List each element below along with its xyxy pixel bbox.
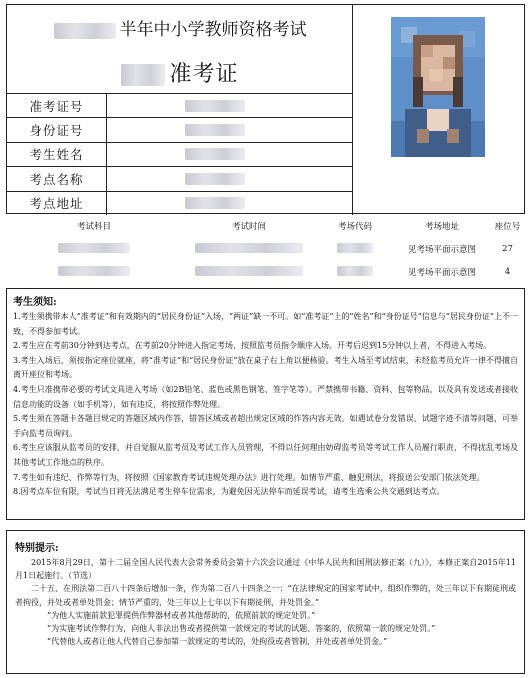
- column-header-subject: 考试科目: [76, 222, 111, 232]
- exam-title: [7, 15, 353, 40]
- header-box: [6, 4, 525, 214]
- candidate-photo: [391, 17, 485, 157]
- special-paragraph: “代替他人或者让他人代替自己参加第一款规定的考试的，处拘役或者管制，并处或者单处罚金。”: [47, 637, 388, 647]
- notice-item: 8.因考点车位有限，考试当日将无法满足考生停车位需求，为避免因无法停车而延误考试，请考生选乘公共交通到达考点。: [13, 487, 445, 497]
- cell-seat: 27: [502, 243, 513, 254]
- notice-item: 7.考生如有违纪、作弊等行为，将按照《国家教育考试违规处理办法》进行处理。如情节严重、触犯刑法，将报送公安部门依法处理。: [13, 472, 485, 482]
- cell-time: [182, 266, 316, 277]
- redacted-value: [185, 148, 245, 160]
- info-row-id-number: [7, 117, 353, 141]
- info-row-ticket-number: [7, 93, 353, 117]
- candidate-notice: [6, 288, 525, 520]
- redacted-region: [54, 23, 116, 39]
- table-row: [6, 260, 525, 283]
- info-label: 准考证号: [7, 94, 107, 117]
- info-label: 身份证号: [7, 118, 107, 141]
- notice-title: 考生须知:: [13, 297, 57, 308]
- special-paragraph: “为他人实施前款犯罪提供作弊器材或者其他帮助的，依照前款的规定处罚。”: [47, 610, 316, 620]
- special-paragraph: 2015年8月29日，第十二届全国人民代表大会常务委员会第十六次会议通过《中华人民共和国刑法修正案（九）》，本修正案自2015年11月1日起施行。（节选）: [15, 558, 516, 581]
- notice-item: 3.考生入场后，须按指定座位就座，将“准考证”和“居民身份证”放在桌子右上角以便核验。考生入场至考试结束，未经监考员允许一律不得擅自离开座位和考场。: [13, 355, 518, 380]
- info-row-venue-address: [7, 191, 353, 215]
- special-title: 特别提示:: [15, 543, 59, 554]
- redacted-value: [58, 243, 130, 253]
- redacted-value: [185, 100, 245, 112]
- column-header-seat: 座位号: [494, 222, 521, 232]
- redacted-value: [185, 173, 245, 185]
- info-value: [107, 192, 353, 215]
- info-label: 考点名称: [7, 167, 107, 190]
- redacted-value: [337, 243, 373, 253]
- redacted-value: [185, 124, 245, 136]
- column-header-room-code: 考场代码: [337, 222, 372, 232]
- info-row-name: [7, 142, 353, 166]
- cell-time: [182, 243, 316, 254]
- ticket-title: [7, 57, 353, 88]
- info-value: [107, 94, 353, 117]
- info-value: [107, 167, 353, 190]
- redacted-value: [185, 197, 245, 209]
- notice-item: 4.考生只准携带必要的考试文具进入考场（如2B铅笔、蓝色或黑色钢笔、签字笔等）。严禁携带书籍、资料、包等物品，以及具有发送或者接收信息功能的设备（如手机等），如有违反，将按照作弊处理。: [13, 384, 518, 409]
- exam-title-text: 半年中小学教师资格考试: [119, 20, 307, 40]
- title-column: [7, 5, 353, 215]
- cell-subject: [6, 266, 182, 277]
- redacted-value: [195, 243, 303, 253]
- exam-schedule-table: [6, 215, 525, 283]
- special-paragraph: “为实施考试作弊行为，向他人非法出售或者提供第一款规定的考试的试题、答案的，依照第一款的规定处罚。”: [47, 624, 436, 634]
- redacted-value: [337, 266, 373, 276]
- special-reminder: [6, 530, 525, 674]
- cell-room-code: [316, 243, 394, 254]
- info-label: 考点地址: [7, 192, 107, 215]
- cell-room-code: [316, 266, 394, 277]
- notice-item: 1.考生须携带本人“准考证”和有效期内的“居民身份证”入场，“两证”缺一不可。如“准考证”上的“姓名”和“身份证号”信息与“居民身份证”上不一致，不得参加考试。: [13, 312, 518, 336]
- info-label: 考生姓名: [7, 143, 107, 166]
- cell-seat: 4: [504, 266, 511, 277]
- redacted-region: [121, 64, 165, 86]
- notice-item: 5.考生须在答题卡各题目规定的答题区域内作答，错答区域或者超出规定区域的作答内容无效。如遇试卷分发错误、试题字迹不清等问题，可举手向监考员询问。: [13, 414, 518, 438]
- cell-room-address: 见考场平面示意图: [407, 244, 476, 255]
- redacted-value: [58, 266, 130, 276]
- ticket-title-text: 准考证: [169, 62, 239, 87]
- cell-room-address: 见考场平面示意图: [407, 267, 476, 278]
- info-value: [107, 143, 353, 166]
- column-header-time: 考试时间: [231, 222, 266, 232]
- redacted-value: [195, 266, 303, 276]
- pixelated-photo-image: [391, 17, 485, 157]
- notice-item: 2.考生应在考前30分钟到达考点，在考前20分钟进入指定考场，按照监考员指令顺序入场。开考后迟到15分钟以上者，不得进入考场。: [13, 341, 492, 351]
- cell-subject: [6, 243, 182, 254]
- table-header: [6, 215, 525, 237]
- table-row: [6, 237, 525, 260]
- notice-item: 6.考生应该服从监考员的安排，并自觉服从监考员及考试工作人员管理，不得以任何理由妨碍监考员等考试工作人员履行职责，不得扰乱考场及其他考试工作地点的秩序。: [13, 443, 518, 467]
- info-value: [107, 118, 353, 141]
- personal-info-table: [7, 93, 353, 215]
- info-row-venue-name: [7, 166, 353, 190]
- special-paragraph: 二十五、在刑法第二百八十四条后增加一条，作为第二百八十四条之一：“在法律规定的国家考试中，组织作弊的，处三年以下有期徒刑或者拘役，并处或者单处罚金；情节严重的，处三年以上七年以下有期徒刑，并处罚金。”: [15, 584, 516, 607]
- column-header-room-address: 考场地址: [424, 222, 459, 232]
